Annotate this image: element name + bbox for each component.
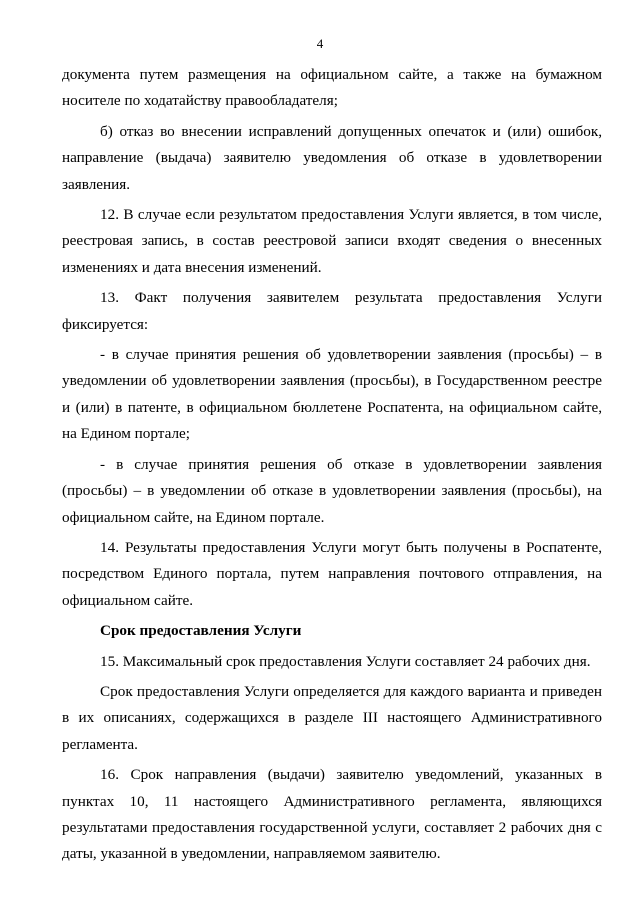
paragraph-item-b: б) отказ во внесении исправлений допущенных опечаток и (или) ошибок, направление (выдача) заявителю уведомления об отказе в удовлетворении заявления. [62, 122, 602, 193]
document-body [62, 62, 602, 872]
paragraph-13-bullet-1: - в случае принятия решения об удовлетворении заявления (просьбы) – в уведомлении об удовлетворении заявления (просьбы), в Государственном реестре и (или) в патенте, в официальном бюллетене Роспатента, на официальном сайте, на Едином портале; [62, 346, 602, 443]
page-number: 4 [316, 36, 324, 51]
section-heading: Срок предоставления Услуги [100, 622, 302, 640]
paragraph-continuation: документа путем размещения на официальном сайте, а также на бумажном носителе по ходатайству правообладателя; [62, 66, 602, 110]
paragraph-15: 15. Максимальный срок предоставления Услуги составляет 24 рабочих дня. [100, 652, 591, 670]
paragraph-13: 13. Факт получения заявителем результата предоставления Услуги фиксируется: [62, 289, 602, 333]
paragraph-14: 14. Результаты предоставления Услуги могут быть получены в Роспатенте, посредством Единого портала, путем направления почтового отправления, на официальном сайте. [62, 538, 602, 609]
paragraph-13-bullet-2: - в случае принятия решения об отказе в удовлетворении заявления (просьбы) – в уведомлении об отказе в удовлетворении заявления (просьбы), на официальном сайте, на Едином портале. [62, 455, 602, 526]
paragraph-15-term: Срок предоставления Услуги определяется для каждого варианта и приведен в их описаниях, содержащихся в разделе III настоящего Административного регламента. [62, 682, 602, 753]
paragraph-16: 16. Срок направления (выдачи) заявителю уведомлений, указанных в пунктах 10, 11 настоящего Административного регламента, являющихся результатами предоставления государственной услуги, составляет 2 рабочих дня с даты, указанной в уведомлении, направляемом заявителю. [62, 766, 602, 863]
paragraph-12: 12. В случае если результатом предоставления Услуги является, в том числе, реестровая запись, в состав реестровой записи входят сведения о внесенных изменениях и дата внесения изменений. [62, 206, 602, 276]
